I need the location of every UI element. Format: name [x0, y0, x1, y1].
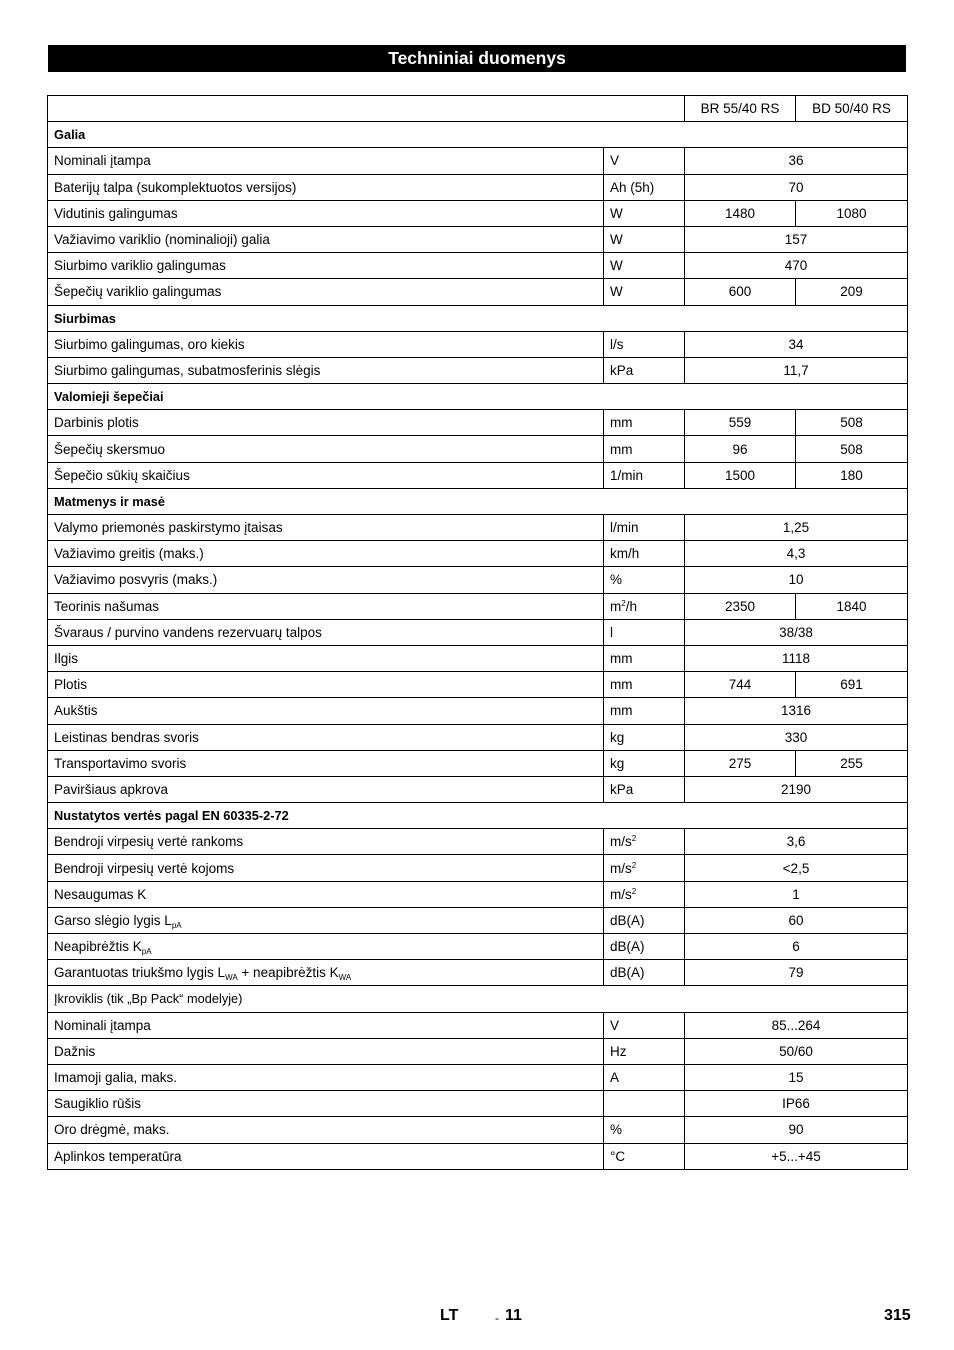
parameter-cell	[48, 619, 604, 645]
unit-label: kPa	[610, 781, 634, 797]
unit-label: l	[610, 624, 613, 640]
value-cell-br: 1500	[685, 462, 796, 488]
parameter-label: Neapibrėžtis K	[54, 939, 142, 955]
unit-cell	[604, 698, 685, 724]
value-cell-br: 2350	[685, 593, 796, 619]
parameter-label: Saugiklio rūšis	[54, 1096, 142, 1112]
table-row	[48, 829, 908, 855]
parameter-subscript: pA	[171, 920, 182, 930]
parameter-cell	[48, 148, 604, 174]
parameter-label: Dažnis	[54, 1043, 96, 1059]
parameter-cell	[48, 934, 604, 960]
value-cell-shared: 50/60	[685, 1038, 908, 1064]
unit-cell	[604, 960, 685, 986]
table-row	[48, 672, 908, 698]
parameter-cell	[48, 253, 604, 279]
table-row	[48, 567, 908, 593]
value-cell-br: 96	[685, 436, 796, 462]
parameter-label: Važiavimo greitis (maks.)	[54, 546, 204, 562]
parameter-label: Baterijų talpa (sukomplektuotos versijos)	[54, 179, 297, 195]
unit-label: W	[610, 232, 623, 248]
parameter-label: Oro drėgmė, maks.	[54, 1122, 170, 1138]
parameter-cell	[48, 907, 604, 933]
value-cell-bd: 1840	[796, 593, 908, 619]
unit-cell	[604, 436, 685, 462]
unit-cell	[604, 750, 685, 776]
parameter-label: Darbinis plotis	[54, 415, 139, 431]
parameter-label: Valymo priemonės paskirstymo įtaisas	[54, 520, 283, 536]
unit-label: mm	[610, 415, 633, 431]
parameter-label: Aukštis	[54, 703, 98, 719]
parameter-label: Nesaugumas K	[54, 886, 147, 902]
parameter-cell	[48, 1038, 604, 1064]
unit-label: A	[610, 1070, 620, 1086]
unit-label: kg	[610, 755, 625, 771]
unit-cell	[604, 934, 685, 960]
parameter-label: Šepečių skersmuo	[54, 441, 166, 457]
unit-cell	[604, 279, 685, 305]
parameter-cell	[48, 1012, 604, 1038]
parameter-cell	[48, 855, 604, 881]
table-row	[48, 1064, 908, 1090]
unit-cell	[604, 1064, 685, 1090]
parameter-cell	[48, 829, 604, 855]
value-cell-shared: 1	[685, 881, 908, 907]
parameter-label: Vidutinis galingumas	[54, 205, 178, 221]
parameter-cell	[48, 1064, 604, 1090]
unit-cell	[604, 1038, 685, 1064]
value-cell-shared: +5...+45	[685, 1143, 908, 1169]
parameter-cell	[48, 410, 604, 436]
parameter-subscript: WA	[338, 973, 352, 983]
value-cell-bd: 508	[796, 436, 908, 462]
parameter-cell	[48, 672, 604, 698]
parameter-subscript: WA	[225, 973, 238, 983]
parameter-cell	[48, 881, 604, 907]
value-cell-bd: 1080	[796, 200, 908, 226]
section-row	[48, 384, 908, 410]
unit-label: dB(A)	[610, 965, 645, 981]
unit-label: dB(A)	[610, 912, 645, 928]
value-cell-shared: 470	[685, 253, 908, 279]
table-row	[48, 619, 908, 645]
unit-cell	[604, 410, 685, 436]
unit-label: %	[610, 1122, 623, 1138]
parameter-cell	[48, 462, 604, 488]
unit-label: °C	[610, 1148, 626, 1164]
parameter-label: Ilgis	[54, 651, 79, 667]
parameter-cell	[48, 750, 604, 776]
parameter-label: Garantuotas triukšmo lygis L	[54, 965, 226, 981]
table-row	[48, 1117, 908, 1143]
footer-language: LT	[440, 1307, 459, 1324]
parameter-cell	[48, 645, 604, 671]
section-heading-label: Valomieji šepečiai	[54, 389, 164, 405]
parameter-cell	[48, 436, 604, 462]
value-cell-br: 559	[685, 410, 796, 436]
value-cell-shared: IP66	[685, 1091, 908, 1117]
unit-label: V	[610, 153, 620, 169]
table-row	[48, 593, 908, 619]
table-row	[48, 436, 908, 462]
table-row	[48, 645, 908, 671]
section-heading-label: Matmenys ir masė	[54, 493, 165, 509]
unit-label: W	[610, 258, 623, 274]
table-row	[48, 724, 908, 750]
page-title: Techniniai duomenys	[48, 45, 906, 72]
value-cell-shared: 38/38	[685, 619, 908, 645]
parameter-cell	[48, 357, 604, 383]
unit-label: l/s	[610, 336, 624, 352]
unit-superscript: 2	[631, 860, 637, 870]
parameter-label: Leistinas bendras svoris	[54, 729, 199, 745]
value-cell-br: 275	[685, 750, 796, 776]
value-cell-bd: 209	[796, 279, 908, 305]
value-cell-shared: 157	[685, 226, 908, 252]
unit-cell	[604, 462, 685, 488]
unit-label: l/min	[610, 520, 639, 536]
value-cell-shared: 330	[685, 724, 908, 750]
parameter-label: Aplinkos temperatūra	[54, 1148, 182, 1164]
parameter-cell	[48, 226, 604, 252]
parameter-label: Siurbimo galingumas, oro kiekis	[54, 336, 245, 352]
table-row	[48, 148, 908, 174]
table-row	[48, 462, 908, 488]
value-cell-br: 744	[685, 672, 796, 698]
unit-label: Ah (5h)	[610, 179, 655, 195]
value-cell-shared: 79	[685, 960, 908, 986]
parameter-cell	[48, 1091, 604, 1117]
parameter-label: Paviršiaus apkrova	[54, 781, 169, 797]
unit-label: %	[610, 572, 623, 588]
section-row	[48, 305, 908, 331]
spec-table	[47, 95, 908, 1170]
unit-cell	[604, 331, 685, 357]
value-cell-shared: 1118	[685, 645, 908, 671]
parameter-label-continued: + neapibrėžtis K	[237, 965, 339, 981]
section-heading-label: Įkroviklis (tik „Bp Pack“ modelyje)	[54, 991, 243, 1007]
parameter-label: Siurbimo variklio galingumas	[54, 258, 226, 274]
parameter-label: Garso slėgio lygis L	[54, 912, 172, 928]
value-cell-shared: 4,3	[685, 541, 908, 567]
unit-label: 1/min	[610, 467, 644, 483]
unit-superscript: 2	[631, 886, 637, 896]
parameter-label: Transportavimo svoris	[54, 755, 187, 771]
unit-label: mm	[610, 677, 633, 693]
model-header-2: BD 50/40 RS	[796, 96, 908, 122]
parameter-label: Plotis	[54, 677, 88, 693]
unit-cell	[604, 855, 685, 881]
value-cell-shared: 70	[685, 174, 908, 200]
unit-cell	[604, 1117, 685, 1143]
value-cell-br: 600	[685, 279, 796, 305]
unit-cell	[604, 645, 685, 671]
section-row	[48, 488, 908, 514]
value-cell-shared: 2190	[685, 776, 908, 802]
parameter-label: Nominali įtampa	[54, 153, 151, 169]
parameter-label: Bendroji virpesių vertė rankoms	[54, 834, 244, 850]
parameter-label: Švaraus / purvino vandens rezervuarų talpos	[54, 624, 322, 640]
parameter-cell	[48, 1117, 604, 1143]
parameter-label: Siurbimo galingumas, subatmosferinis slėgis	[54, 362, 321, 378]
unit-label: V	[610, 1017, 620, 1033]
value-cell-shared: <2,5	[685, 855, 908, 881]
model-header-1: BR 55/40 RS	[685, 96, 796, 122]
unit-label: m/s	[610, 860, 632, 876]
unit-cell	[604, 907, 685, 933]
table-row	[48, 750, 908, 776]
value-cell-shared: 1,25	[685, 515, 908, 541]
unit-cell	[604, 1091, 685, 1117]
table-row	[48, 960, 908, 986]
value-cell-shared: 90	[685, 1117, 908, 1143]
unit-label: mm	[610, 441, 633, 457]
value-cell-shared: 11,7	[685, 357, 908, 383]
unit-label: kPa	[610, 362, 634, 378]
section-heading	[48, 803, 908, 829]
table-row	[48, 515, 908, 541]
section-row	[48, 122, 908, 148]
parameter-cell	[48, 200, 604, 226]
unit-cell	[604, 881, 685, 907]
parameter-label: Imamoji galia, maks.	[54, 1070, 178, 1086]
parameter-cell	[48, 698, 604, 724]
table-row	[48, 698, 908, 724]
header-blank-cell	[48, 96, 685, 122]
table-row	[48, 410, 908, 436]
parameter-cell	[48, 515, 604, 541]
parameter-cell	[48, 1143, 604, 1169]
unit-cell	[604, 200, 685, 226]
unit-cell	[604, 724, 685, 750]
unit-cell	[604, 226, 685, 252]
section-heading	[48, 488, 908, 514]
unit-label: dB(A)	[610, 939, 645, 955]
section-heading-label: Galia	[54, 127, 86, 143]
unit-cell	[604, 672, 685, 698]
parameter-cell	[48, 279, 604, 305]
table-row	[48, 331, 908, 357]
parameter-label: Nominali įtampa	[54, 1017, 151, 1033]
unit-label: W	[610, 205, 623, 221]
unit-cell	[604, 541, 685, 567]
unit-cell	[604, 567, 685, 593]
unit-superscript: 2	[621, 598, 626, 608]
section-heading	[48, 305, 908, 331]
parameter-cell	[48, 331, 604, 357]
parameter-label: Važiavimo variklio (nominalioji) galia	[54, 232, 270, 248]
section-row	[48, 803, 908, 829]
unit-cell	[604, 253, 685, 279]
unit-cell	[604, 148, 685, 174]
table-row	[48, 881, 908, 907]
table-row	[48, 279, 908, 305]
unit-label-continued: /h	[625, 598, 637, 614]
parameter-label: Šepečio sūkių skaičius	[54, 467, 190, 483]
unit-label: Hz	[610, 1043, 627, 1059]
unit-cell	[604, 515, 685, 541]
section-heading	[48, 122, 908, 148]
parameter-cell	[48, 593, 604, 619]
parameter-label: Teorinis našumas	[54, 598, 160, 614]
table-row	[48, 855, 908, 881]
parameter-subscript: pA	[141, 947, 152, 957]
parameter-label: Bendroji virpesių vertė kojoms	[54, 860, 235, 876]
table-row	[48, 934, 908, 960]
unit-cell	[604, 174, 685, 200]
value-cell-shared: 36	[685, 148, 908, 174]
value-cell-shared: 1316	[685, 698, 908, 724]
footer-section-page: 11	[505, 1307, 522, 1324]
unit-label: kg	[610, 729, 625, 745]
value-cell-bd: 255	[796, 750, 908, 776]
table-row	[48, 1091, 908, 1117]
unit-superscript: 2	[631, 834, 637, 844]
parameter-cell	[48, 567, 604, 593]
parameter-label: Šepečių variklio galingumas	[54, 284, 222, 300]
value-cell-bd: 691	[796, 672, 908, 698]
table-row	[48, 226, 908, 252]
value-cell-shared: 85...264	[685, 1012, 908, 1038]
unit-cell	[604, 1143, 685, 1169]
value-cell-shared: 60	[685, 907, 908, 933]
unit-cell	[604, 357, 685, 383]
table-row	[48, 541, 908, 567]
unit-cell	[604, 1012, 685, 1038]
table-row	[48, 1012, 908, 1038]
unit-cell	[604, 829, 685, 855]
value-cell-br: 1480	[685, 200, 796, 226]
parameter-cell	[48, 776, 604, 802]
footer-dash: -	[495, 1311, 499, 1325]
unit-cell	[604, 776, 685, 802]
parameter-cell	[48, 960, 604, 986]
footer-page-number: 315	[884, 1307, 911, 1324]
value-cell-bd: 508	[796, 410, 908, 436]
table-row	[48, 1143, 908, 1169]
unit-label: m/s	[610, 834, 632, 850]
unit-label: m/s	[610, 886, 632, 902]
value-cell-shared: 15	[685, 1064, 908, 1090]
parameter-cell	[48, 174, 604, 200]
value-cell-shared: 10	[685, 567, 908, 593]
table-row	[48, 200, 908, 226]
value-cell-shared: 34	[685, 331, 908, 357]
table-row	[48, 907, 908, 933]
table-row	[48, 174, 908, 200]
table-row	[48, 357, 908, 383]
section-heading-label: Nustatytos vertės pagal EN 60335-2-72	[54, 808, 289, 824]
table-row	[48, 253, 908, 279]
table-header-row	[48, 96, 908, 122]
unit-label: m	[610, 598, 622, 614]
section-row	[48, 986, 908, 1012]
parameter-label: Važiavimo posvyris (maks.)	[54, 572, 218, 588]
unit-cell	[604, 619, 685, 645]
unit-label: mm	[610, 703, 633, 719]
table-row	[48, 776, 908, 802]
unit-label: km/h	[610, 546, 640, 562]
unit-label: W	[610, 284, 623, 300]
unit-cell	[604, 593, 685, 619]
section-heading	[48, 384, 908, 410]
parameter-cell	[48, 724, 604, 750]
value-cell-bd: 180	[796, 462, 908, 488]
value-cell-shared: 6	[685, 934, 908, 960]
section-heading-label: Siurbimas	[54, 310, 116, 326]
value-cell-shared: 3,6	[685, 829, 908, 855]
section-heading	[48, 986, 908, 1012]
unit-label: mm	[610, 651, 633, 667]
table-row	[48, 1038, 908, 1064]
parameter-cell	[48, 541, 604, 567]
